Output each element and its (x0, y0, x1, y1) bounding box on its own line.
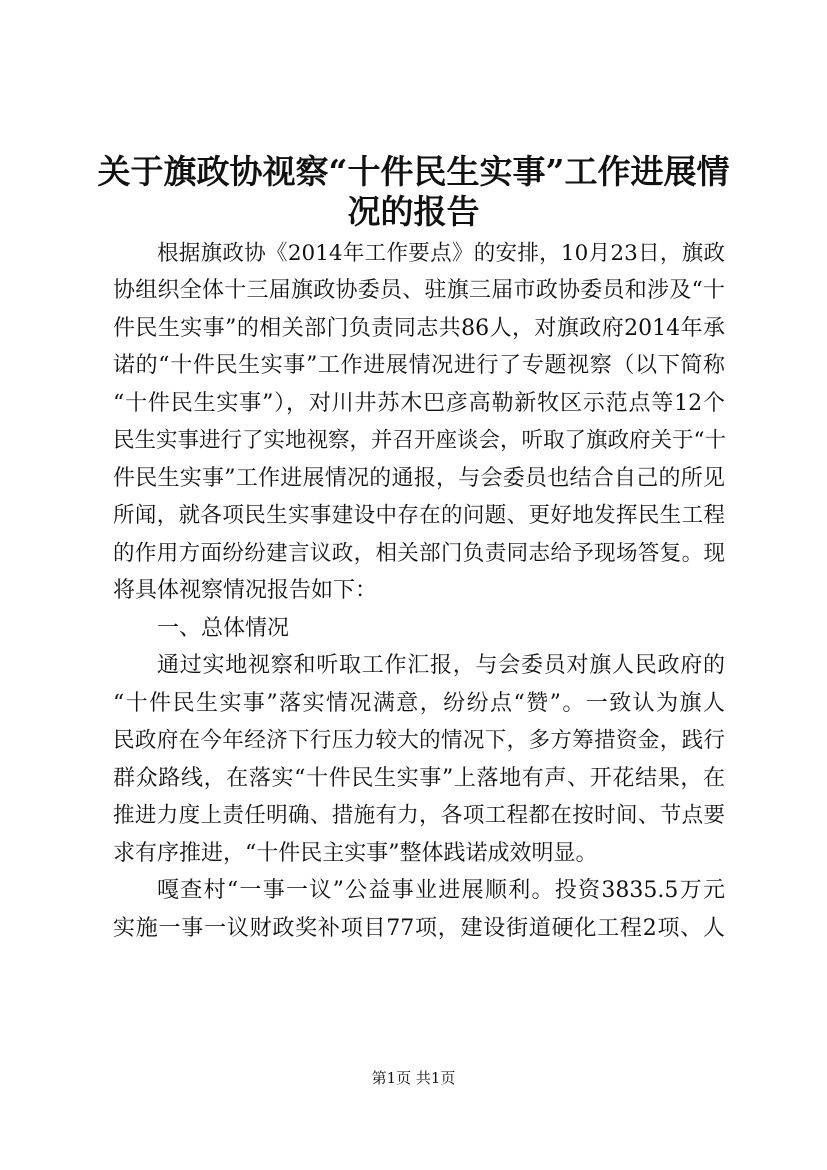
paragraph-line: 将具体视察情况报告如下： (113, 578, 378, 603)
paragraph-line: 通过实地视察和听取工作汇报，与会委员对旗人民政府的 (157, 653, 725, 678)
paragraph-line: 群众路线，在落实“十件民生实事”上落地有声、开花结果，在 (113, 766, 725, 791)
paragraph-line: 求有序推进，“十件民主实事”整体践诺成效明显。 (113, 841, 598, 866)
paragraph-line: “十件民生实事”落实情况满意，纷纷点“赞”。一致认为旗人 (113, 691, 725, 716)
paragraph-line: 嘎查村“一事一议”公益事业进展顺利。投资3835.5万元 (157, 878, 725, 903)
paragraph-line: 根据旗政协《2014年工作要点》的安排，10月23日，旗政 (157, 241, 725, 266)
paragraph-line: 实施一事一议财政奖补项目77项，建设街道硬化工程2项、人 (113, 916, 725, 941)
paragraph-line: “十件民生实事”），对川井苏木巴彦高勒新牧区示范点等12个 (113, 391, 725, 416)
paragraph-line: 的作用方面纷纷建言议政，相关部门负责同志给予现场答复。现 (113, 541, 725, 566)
paragraph-line: 推进力度上责任明确、措施有力，各项工程都在按时间、节点要 (113, 803, 725, 828)
document-title-line-1: 关于旗政协视察“十件民生实事”工作进展情 (97, 152, 730, 191)
document-title-line-2: 况的报告 (347, 192, 480, 231)
paragraph-line: 件民生实事”的相关部门负责同志共86人，对旗政府2014年承 (113, 316, 725, 341)
paragraph-line: 民政府在今年经济下行压力较大的情况下，多方筹措资金，践行 (113, 728, 725, 753)
section-heading: 一、总体情况 (157, 616, 290, 641)
paragraph-line: 件民生实事”工作进展情况的通报，与会委员也结合自己的所见 (113, 466, 725, 491)
page-footer: 第1页 共1页 (371, 1069, 456, 1087)
paragraph-line: 所闻，就各项民生实事建设中存在的问题、更好地发挥民生工程 (113, 503, 725, 528)
paragraph-line: 协组织全体十三届旗政协委员、驻旗三届市政协委员和涉及“十 (113, 278, 725, 303)
paragraph-line: 诺的“十件民生实事”工作进展情况进行了专题视察（以下简称 (113, 353, 725, 378)
paragraph-line: 民生实事进行了实地视察，并召开座谈会，听取了旗政府关于“十 (113, 428, 726, 453)
